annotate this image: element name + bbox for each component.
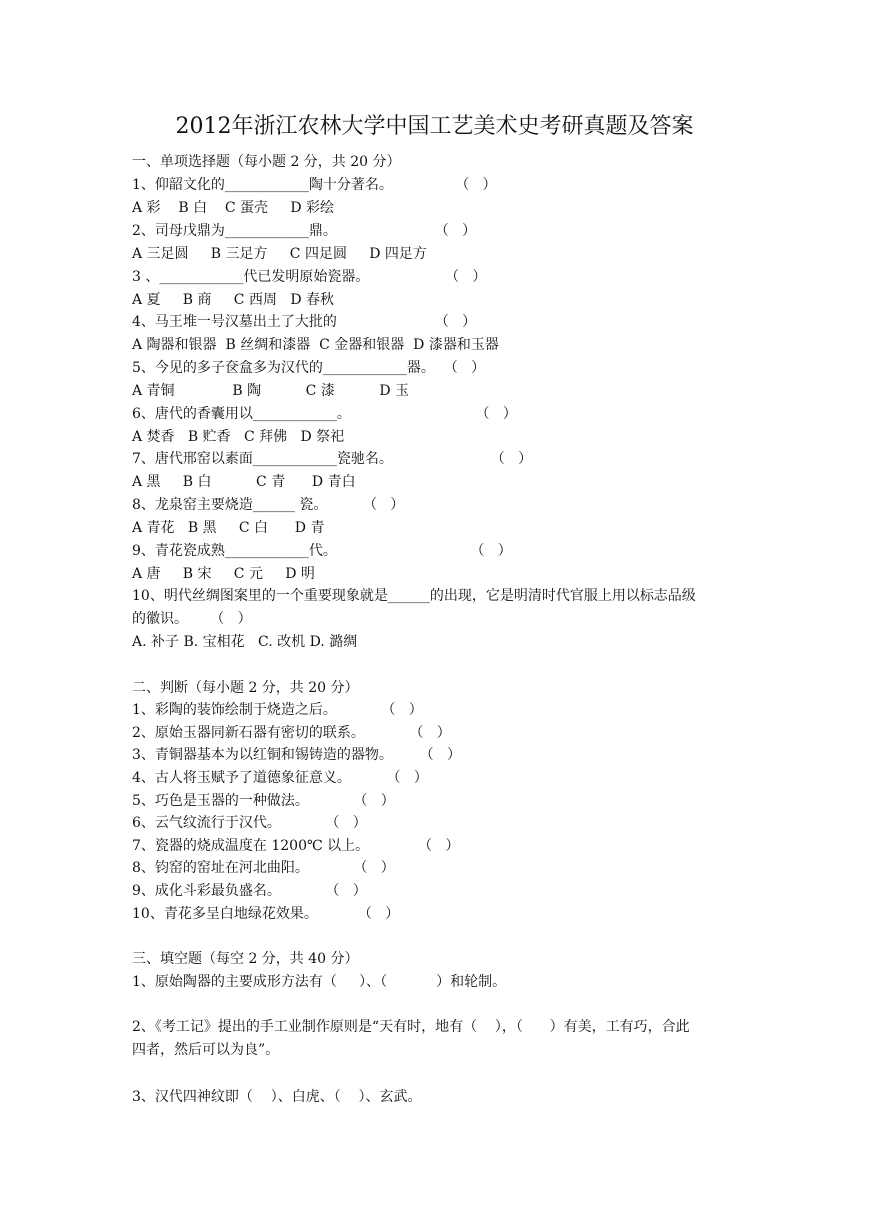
judge-item: 7、瓷器的烧成温度在 1200℃ 以上。 （ ）	[132, 838, 460, 854]
options-5: A 青铜 B 陶 C 漆 D 玉	[132, 383, 409, 399]
question-6: 6、唐代的香囊用以____________。 （ ）	[132, 406, 517, 422]
judge-item: 2、原始玉器同新石器有密切的联系。 （ ）	[132, 725, 451, 741]
judge-item: 1、彩陶的装饰绘制于烧造之后。 （ ）	[132, 702, 423, 718]
question-7: 7、唐代邢窑以素面____________瓷驰名。 （ ）	[132, 451, 533, 467]
judge-item: 10、青花多呈白地绿花效果。 （ ）	[132, 906, 400, 922]
options-2: A 三足圆 B 三足方 C 四足圆 D 四足方	[132, 246, 427, 262]
question-5: 5、今见的多子奁盒多为汉代的____________器。 （ ）	[132, 360, 486, 376]
fill-question-1: 1、原始陶器的主要成形方法有（ ）、（ ）和轮制。	[132, 974, 507, 990]
judge-item: 4、古人将玉赋予了道德象征意义。 （ ）	[132, 770, 428, 786]
section-heading-judge: 二、判断（每小题 2 分，共 20 分）	[132, 680, 359, 696]
question-9: 9、青花瓷成熟____________代。 （ ）	[132, 543, 512, 559]
question-2: 2、司母戊鼎为____________鼎。 （ ）	[132, 223, 477, 239]
question-1: 1、仰韶文化的____________陶十分著名。 （ ）	[132, 177, 497, 193]
question-8: 8、龙泉窑主要烧造______ 瓷。 （ ）	[132, 497, 405, 513]
options-8: A 青花 B 黑 C 白 D 青	[132, 520, 325, 536]
section-heading-choice: 一、单项选择题（每小题 2 分，共 20 分）	[132, 154, 401, 170]
judge-item: 9、成化斗彩最负盛名。 （ ）	[132, 883, 367, 899]
options-6: A 焚香 B 贮香 C 拜佛 D 祭祀	[132, 429, 345, 445]
judge-item: 3、青铜器基本为以红铜和锡铸造的器物。 （ ）	[132, 747, 461, 763]
options-7: A 黑 B 白 C 青 D 青白	[132, 474, 356, 490]
page-title: 2012年浙江农林大学中国工艺美术史考研真题及答案	[175, 114, 694, 139]
fill-question-3: 3、汉代四神纹即（ ）、白虎、（ ）、玄武。	[132, 1089, 422, 1105]
fill-question-2-line1: 2、《考工记》提出的手工业制作原则是“天有时，地有（ ），（ ）有美，工有巧，合此	[132, 1019, 690, 1035]
judge-item: 8、钧窑的窑址在河北曲阳。 （ ）	[132, 860, 395, 876]
options-9: A 唐 B 宋 C 元 D 明	[132, 566, 315, 582]
question-3: 3 、____________代已发明原始瓷器。 （ ）	[132, 269, 487, 285]
question-4: 4、马王堆一号汉墓出土了大批的 （ ）	[132, 314, 477, 330]
question-10-line2: 的徽识。 （ ）	[132, 611, 252, 627]
judge-item: 5、巧色是玉器的一种做法。 （ ）	[132, 793, 395, 809]
question-10-line1: 10、明代丝绸图案里的一个重要现象就是______的出现，它是明清时代官服上用以标志品级	[132, 588, 696, 604]
fill-question-2-line2: 四者，然后可以为良”。	[132, 1042, 280, 1058]
section-heading-fill: 三、填空题（每空 2 分，共 40 分）	[132, 951, 359, 967]
options-1: A 彩 B 白 C 蛋壳 D 彩绘	[132, 200, 334, 216]
judge-item: 6、云气纹流行于汉代。 （ ）	[132, 815, 367, 831]
options-10: A. 补子 B. 宝相花 C. 改机 D. 潞绸	[132, 634, 358, 650]
options-3: A 夏 B 商 C 西周 D 春秋	[132, 292, 334, 308]
options-4: A 陶器和银器 B 丝绸和漆器 C 金器和银器 D 漆器和玉器	[132, 337, 499, 353]
